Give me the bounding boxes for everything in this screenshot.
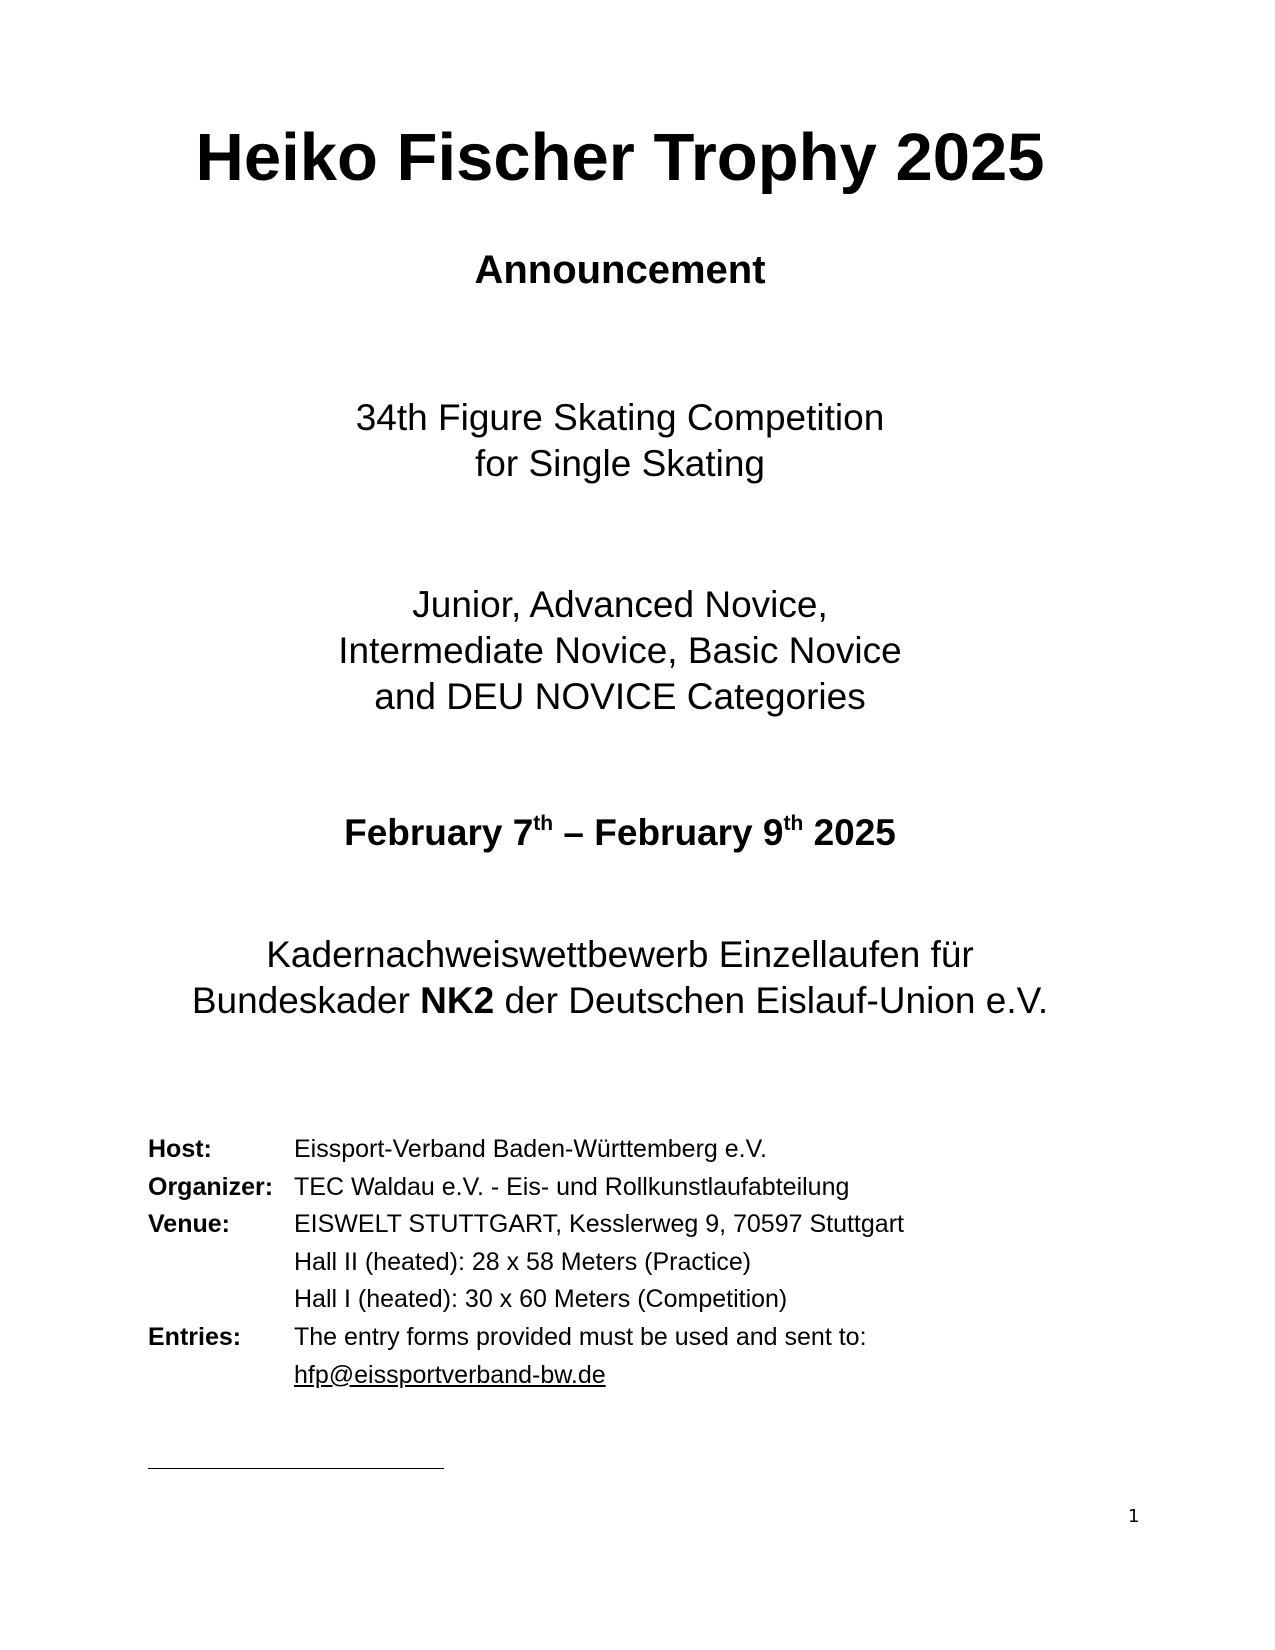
kader-description (0, 932, 1240, 1024)
venue-row (148, 1206, 904, 1244)
host-value: Eissport-Verband Baden-Württemberg e.V. (294, 1135, 767, 1163)
entries-email-row (148, 1357, 904, 1395)
venue-hall-1: Hall I (heated): 30 x 60 Meters (Competition) (294, 1285, 788, 1314)
venue-label: Venue: (148, 1210, 230, 1239)
categories-description (0, 582, 1240, 720)
competition-description (0, 395, 1240, 487)
start-date-suffix: th (533, 811, 554, 835)
footnote-divider (148, 1468, 444, 1469)
competition-line-1: 34th Figure Skating Competition (355, 397, 885, 438)
kader-line-2 (0, 978, 1240, 1024)
start-date: February 7 (344, 812, 534, 853)
entries-email-link[interactable]: hfp@eissportverband-bw.de (294, 1360, 606, 1389)
end-date-suffix: th (783, 811, 804, 835)
end-date: February 9 (594, 812, 784, 853)
venue-hall-2-row (148, 1244, 904, 1282)
venue-hall-2: Hall II (heated): 28 x 58 Meters (Practice) (294, 1247, 752, 1276)
entries-label: Entries: (148, 1322, 242, 1351)
event-year: 2025 (803, 812, 896, 853)
categories-line-1: Junior, Advanced Novice, (412, 584, 828, 625)
entries-value: The entry forms provided must be used and sent to: (294, 1322, 867, 1351)
venue-address: EISWELT STUTTGART, Kesslerweg 9, 70597 Stuttgart (294, 1210, 904, 1239)
date-separator: – (553, 812, 595, 853)
kader-level: NK2 (420, 980, 495, 1021)
organizer-row (148, 1169, 904, 1207)
venue-hall-1-row (148, 1281, 904, 1319)
organizer-value: TEC Waldau e.V. - Eis- und Rollkunstlaufabteilung (294, 1172, 850, 1201)
host-row (148, 1131, 904, 1169)
entries-row (148, 1319, 904, 1357)
page-title: Heiko Fischer Trophy 2025 (195, 120, 1045, 195)
kader-line-2-prefix: Bundeskader (191, 980, 421, 1021)
page-number: 1 (1128, 1506, 1140, 1527)
kader-line-2-suffix: der Deutschen Eislauf-Union e.V. (494, 980, 1049, 1021)
event-dates (0, 808, 1240, 858)
organizer-label: Organizer: (148, 1172, 274, 1201)
categories-line-3: and DEU NOVICE Categories (374, 676, 866, 717)
categories-line-2: Intermediate Novice, Basic Novice (338, 630, 902, 671)
competition-line-2: for Single Skating (474, 443, 765, 484)
subtitle: Announcement (474, 248, 766, 292)
kader-line-1: Kadernachweiswettbewerb Einzellaufen für (266, 934, 974, 975)
event-details (148, 1131, 904, 1394)
host-label: Host: (148, 1135, 212, 1163)
